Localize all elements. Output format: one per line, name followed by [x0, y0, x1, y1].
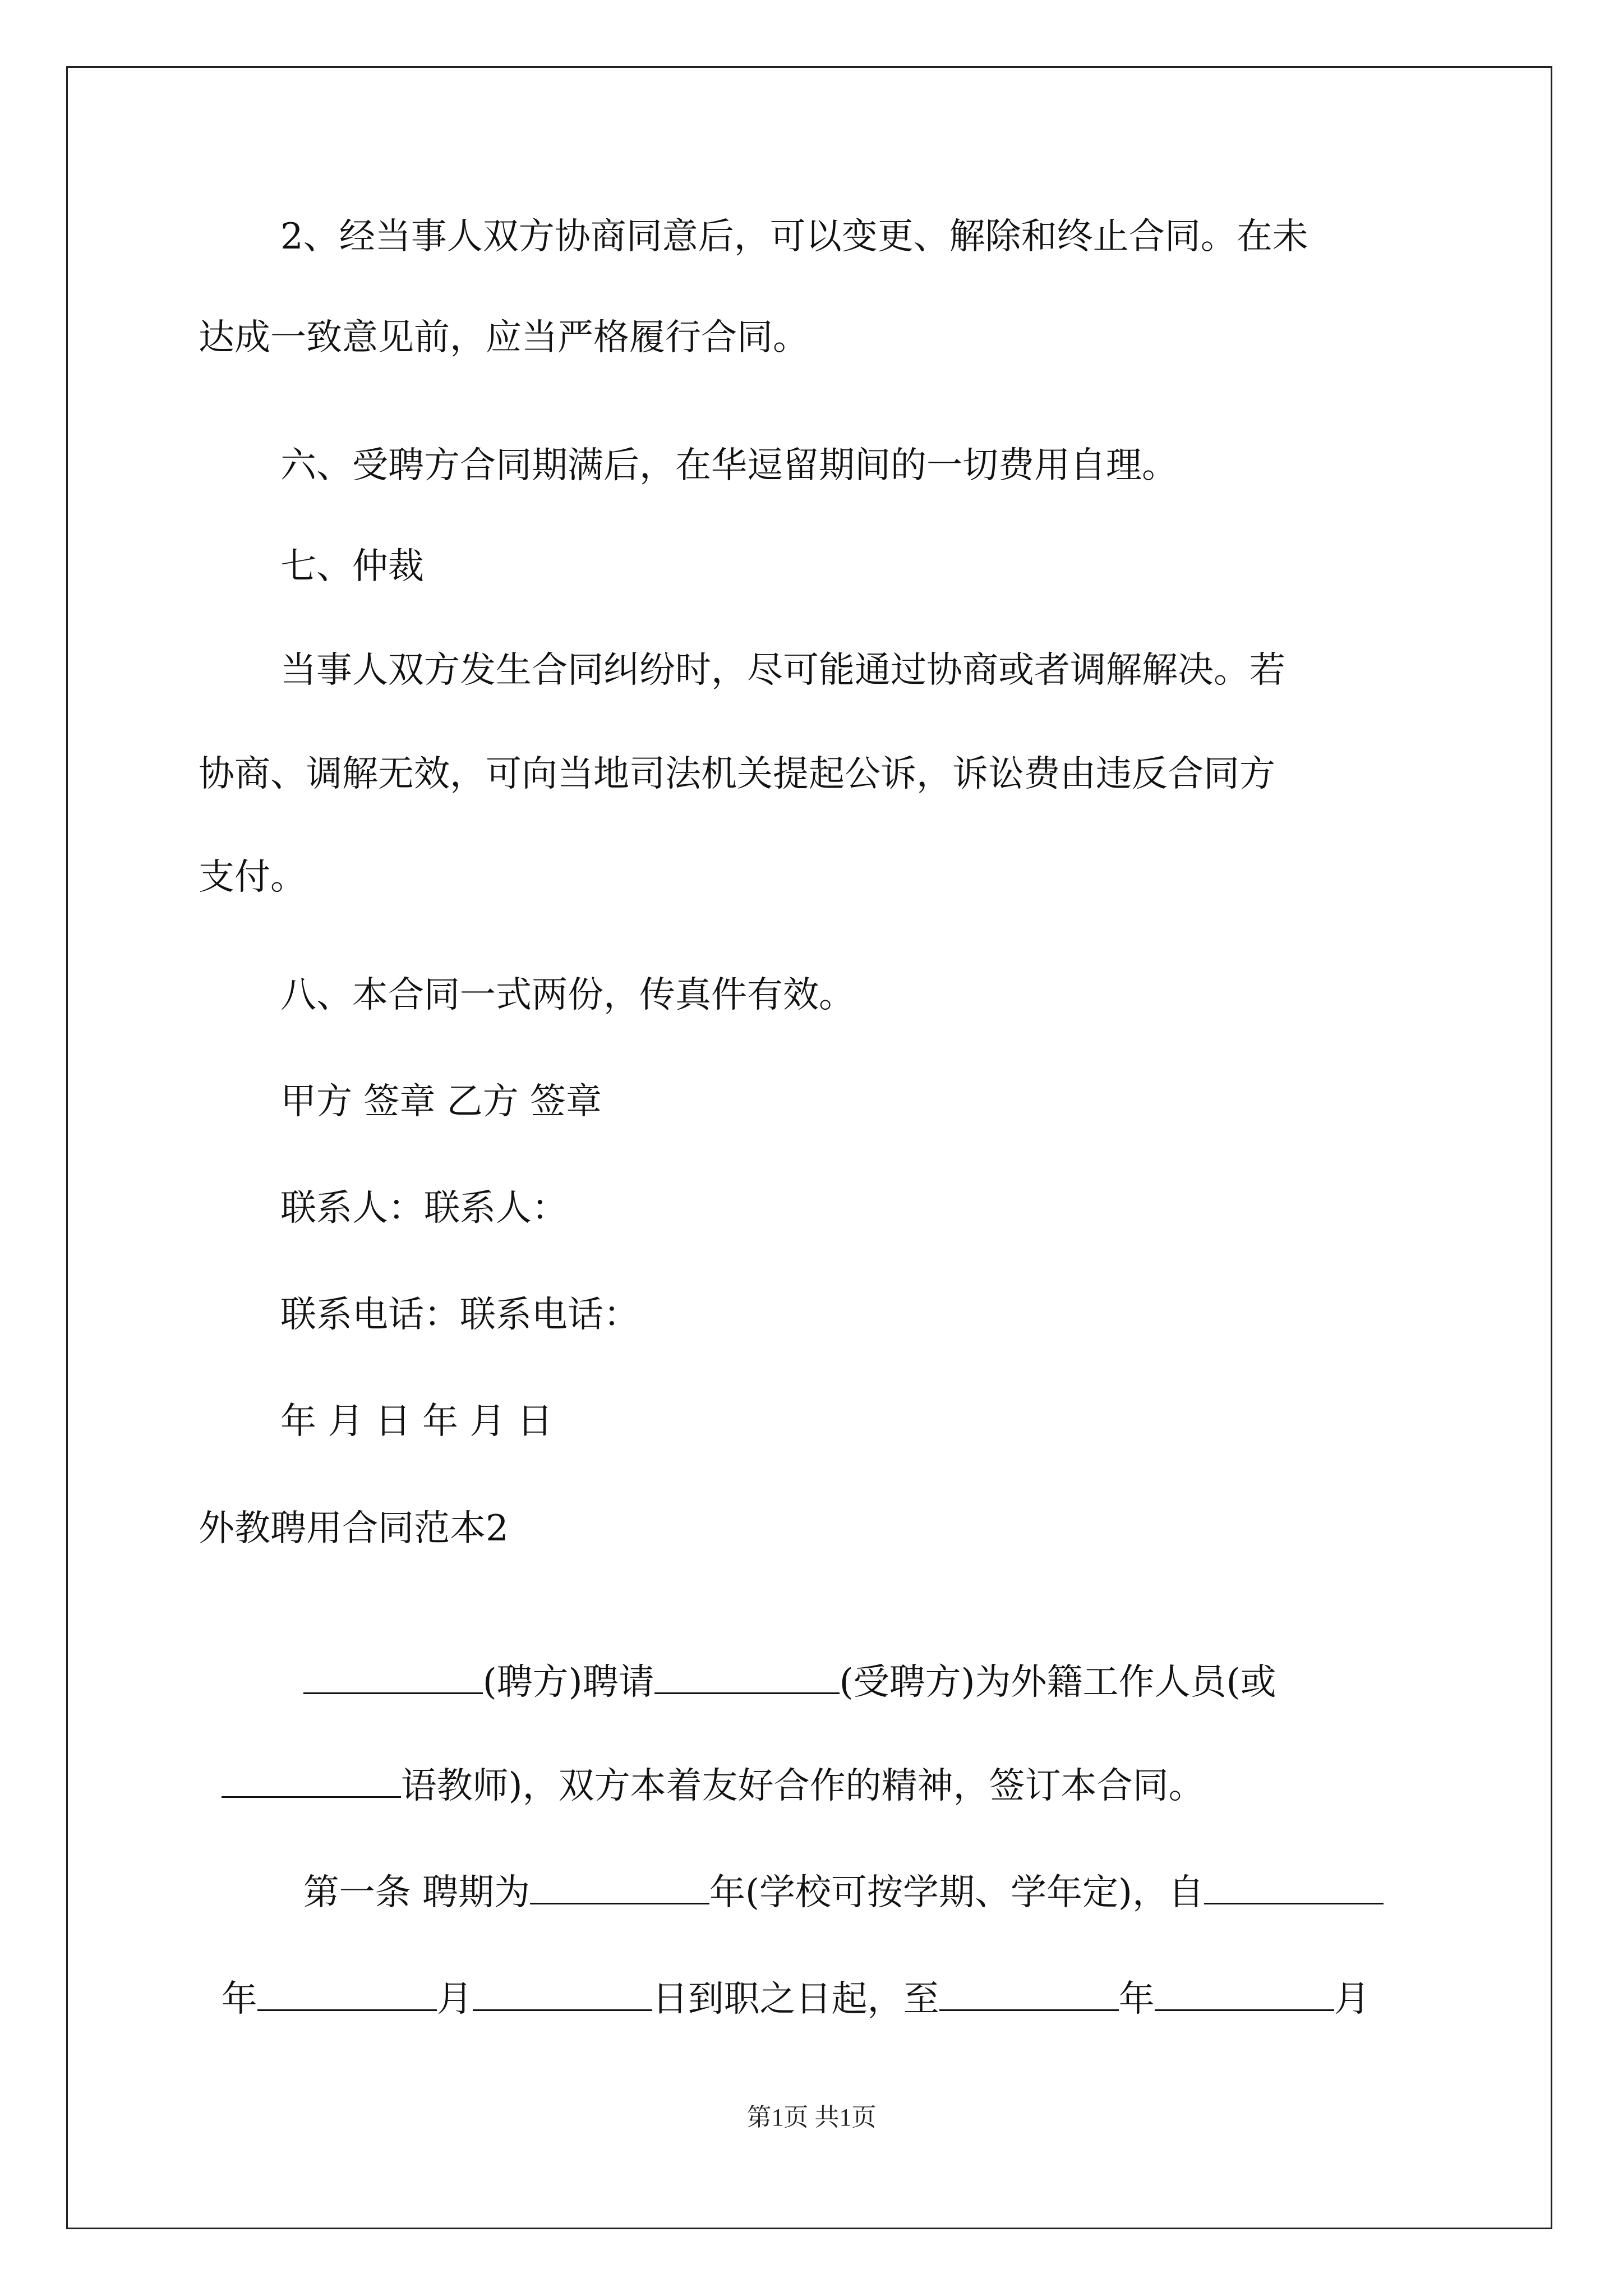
blank-field: [530, 1868, 709, 1904]
contact-line: 联系人：联系人：: [280, 1188, 568, 1229]
text-run: 日到职之日起，至: [652, 1978, 939, 2020]
blank-field: [303, 1658, 483, 1694]
blank-field: [939, 1975, 1119, 2011]
paragraph-line: [280, 1823, 1384, 1915]
blank-field: [222, 1761, 401, 1798]
section-title: 外教聘用合同范本2: [199, 1508, 509, 1549]
text-run: 年: [1118, 1978, 1155, 2020]
phone-line: 联系电话：联系电话：: [280, 1294, 639, 1336]
blank-field: [257, 1975, 437, 2011]
paragraph-line: [280, 1613, 1276, 1705]
blank-field: [1155, 1975, 1334, 2011]
signature-line: 甲方 签章 乙方 签章: [280, 1081, 602, 1122]
text-run: 年(学校可按学期、学年定)，自: [709, 1872, 1204, 1913]
page-footer: 第1页 共1页: [746, 2104, 877, 2131]
paragraph-line: 达成一致意见前，应当严格履行合同。: [199, 317, 809, 358]
blank-field: [654, 1658, 840, 1694]
paragraph-line: 协商、调解无效，可向当地司法机关提起公诉，诉讼费由违反合同方: [199, 753, 1275, 795]
paragraph-line: 当事人双方发生合同纠纷时，尽可能通过协商或者调解解决。若: [280, 650, 1285, 691]
date-line: 年 月 日 年 月 日: [280, 1401, 553, 1442]
paragraph-line: 六、受聘方合同期满后，在华逗留期间的一切费用自理。: [280, 445, 1178, 486]
text-run: (聘方)聘请: [482, 1662, 654, 1703]
section-heading: 七、仲裁: [280, 546, 424, 587]
text-run: 月: [1334, 1978, 1370, 2020]
paragraph-line: 2、经当事人双方协商同意后，可以变更、解除和终止合同。在未: [280, 216, 1308, 257]
text-run: 月: [436, 1978, 473, 2020]
text-run: 语教师)，双方本着友好合作的精神，签订本合同。: [400, 1765, 1205, 1807]
blank-field: [473, 1975, 652, 2011]
paragraph-line: 八、本合同一式两份，传真件有效。: [280, 974, 855, 1016]
text-run: (受聘方)为外籍工作人员(或: [839, 1662, 1276, 1703]
text-run: 年: [221, 1978, 257, 2020]
paragraph-line: 支付。: [199, 857, 306, 898]
paragraph-line: [199, 1717, 1205, 1809]
text-run: 第一条 聘期为: [303, 1872, 531, 1913]
blank-field: [1204, 1868, 1384, 1904]
paragraph-line: [199, 1930, 1370, 2022]
